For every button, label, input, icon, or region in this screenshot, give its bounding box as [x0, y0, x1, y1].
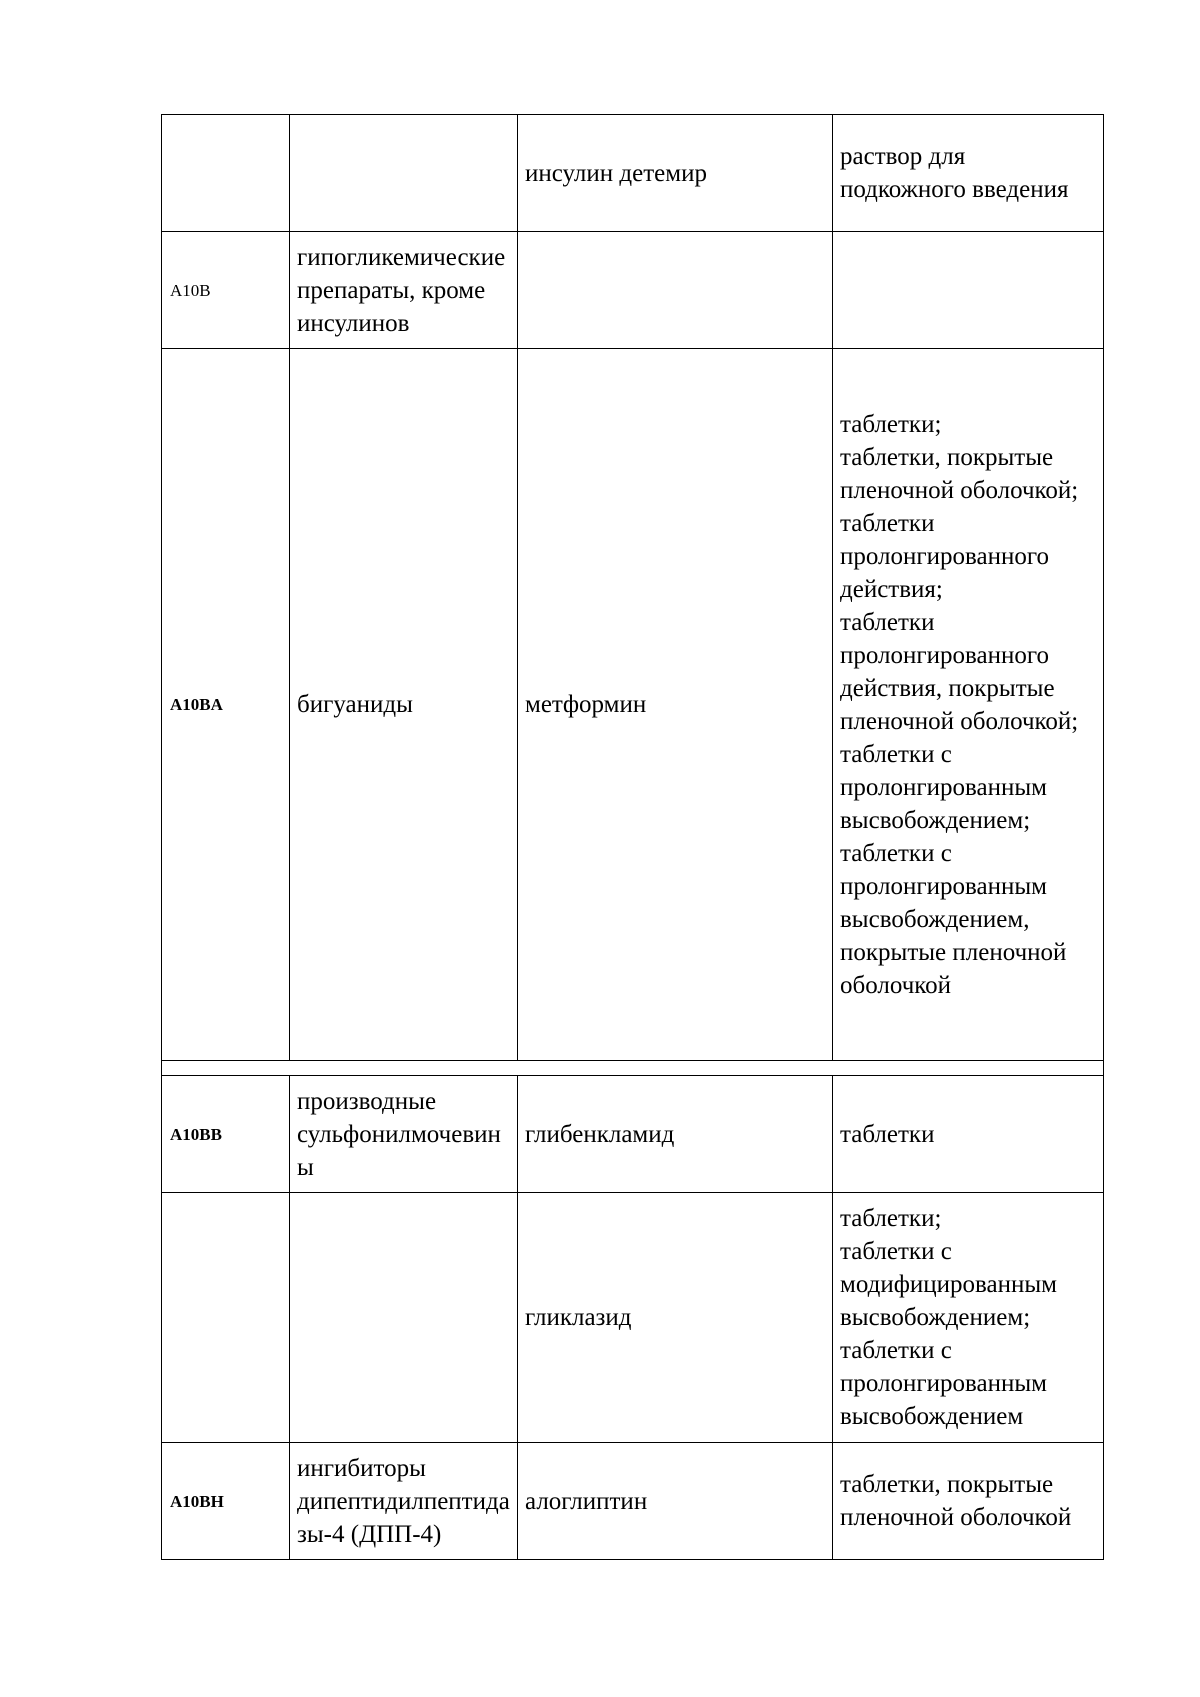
atc-code-cell: A10BB [162, 1076, 290, 1193]
dosage-form: таблетки, покрытые пленочной оболочкой; [840, 443, 1079, 504]
table-row [162, 1076, 1104, 1193]
group-name-cell [290, 115, 518, 232]
atc-code-cell: A10BH [162, 1443, 290, 1560]
dosage-form: таблетки пролонгированного действия, покрытые пленочной оболочкой; [840, 608, 1079, 735]
group-name-cell: производные сульфонилмочевины [290, 1076, 518, 1193]
atc-code-cell: A10B [162, 232, 290, 349]
atc-code-cell: A10BA [162, 349, 290, 1061]
dosage-forms-cell [833, 1076, 1104, 1193]
dosage-form: таблетки, покрытые пленочной оболочкой [840, 1471, 1072, 1531]
dosage-forms-cell [833, 1193, 1104, 1443]
spacer-cell [162, 1061, 1104, 1076]
drug-name-cell: инсулин детемир [518, 115, 833, 232]
table-row [162, 115, 1104, 232]
table-row [162, 349, 1104, 1061]
table-row [162, 232, 1104, 349]
dosage-form: таблетки; [840, 410, 942, 438]
drug-name-cell: глибенкламид [518, 1076, 833, 1193]
dosage-form: раствор для подкожного введения [840, 143, 1069, 203]
table-row [162, 1193, 1104, 1443]
dosage-form: таблетки с пролонгированным высвобождением [840, 1337, 1047, 1430]
group-name-cell: бигуаниды [290, 349, 518, 1061]
drug-name-cell: гликлазид [518, 1193, 833, 1443]
dosage-forms-cell [833, 349, 1104, 1061]
drug-name-cell [518, 232, 833, 349]
group-name-cell: ингибиторы дипептидилпептидазы-4 (ДПП-4) [290, 1443, 518, 1560]
drug-name-cell: алоглиптин [518, 1443, 833, 1560]
dosage-form: таблетки с пролонгированным высвобождением; [840, 740, 1047, 834]
dosage-forms-cell [833, 115, 1104, 232]
table-row [162, 1443, 1104, 1560]
group-name-cell [290, 1193, 518, 1443]
drug-classification-table [161, 114, 1104, 1560]
dosage-form: таблетки с модифицированным высвобождением; [840, 1238, 1057, 1331]
dosage-form: таблетки [840, 1120, 935, 1148]
atc-code-cell [162, 115, 290, 232]
drug-name-cell: метформин [518, 349, 833, 1061]
atc-code-cell [162, 1193, 290, 1443]
dosage-forms-cell [833, 1443, 1104, 1560]
table-spacer-row [162, 1061, 1104, 1076]
dosage-forms-cell [833, 232, 1104, 349]
dosage-form: таблетки с пролонгированным высвобождением, покрытые пленочной оболочкой [840, 839, 1067, 999]
dosage-form: таблетки; [840, 1205, 942, 1232]
group-name-cell: гипогликемические препараты, кроме инсулинов [290, 232, 518, 349]
dosage-form: таблетки пролонгированного действия; [840, 509, 1049, 603]
